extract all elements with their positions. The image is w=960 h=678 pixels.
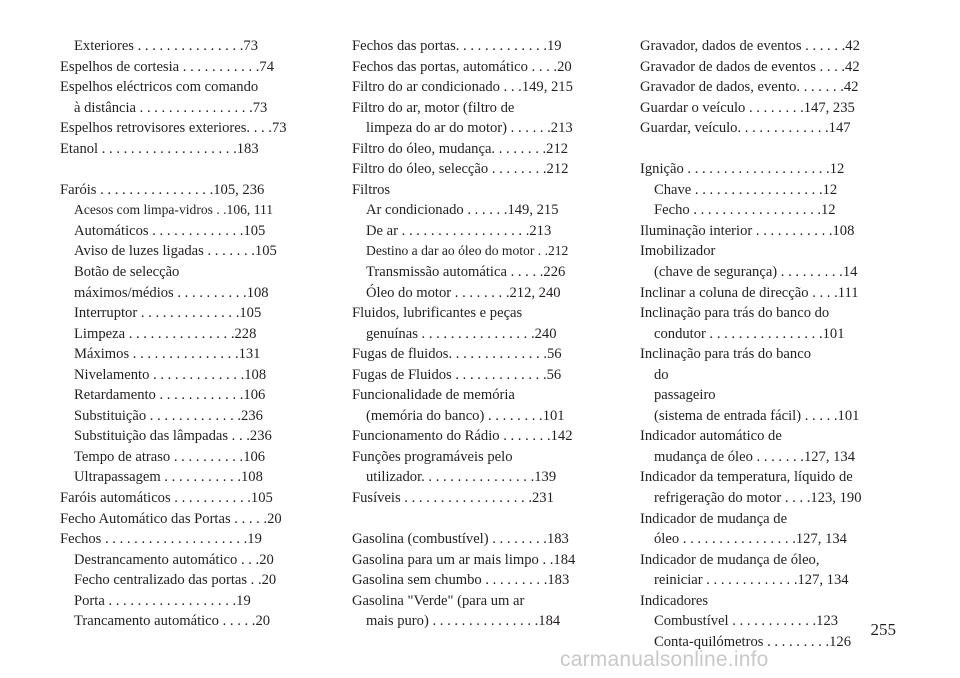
index-entry: Porta . . . . . . . . . . . . . . . . . .19	[74, 592, 251, 609]
index-column-2	[352, 36, 604, 632]
index-entry: Exteriores . . . . . . . . . . . . . . .73	[74, 38, 259, 54]
index-entry: Funcionalidade de memória	[352, 387, 515, 404]
index-entry: máximos/médios . . . . . . . . . .108	[74, 284, 269, 301]
index-entry: Funcionamento do Rádio . . . . . . .142	[352, 428, 573, 445]
index-entry: Fugas de Fluidos . . . . . . . . . . . . .56	[352, 366, 562, 383]
index-entry: Imobilizador	[640, 243, 716, 260]
section-gap	[640, 139, 892, 160]
index-entry: Faróis automáticos . . . . . . . . . . .105	[60, 490, 273, 507]
index-column-1	[60, 36, 312, 632]
index-entry: Fugas de fluidos. . . . . . . . . . . . . .56	[352, 346, 562, 363]
index-entry: Acesos com limpa-vidros . .106, 111	[74, 202, 274, 218]
index-entry: Etanol . . . . . . . . . . . . . . . . . . .183	[60, 140, 259, 157]
index-entry: Óleo do motor . . . . . . . .212, 240	[366, 284, 561, 301]
index-entry: à distância . . . . . . . . . . . . . . . .73	[74, 99, 268, 116]
section-gap	[60, 159, 312, 180]
index-entry: condutor . . . . . . . . . . . . . . . .101	[654, 325, 845, 342]
index-entry: Interruptor . . . . . . . . . . . . . .105	[74, 305, 262, 322]
index-entry: Gravador de dados de eventos . . . .42	[640, 58, 860, 75]
index-entry: Fechos das portas, automático . . . .20	[352, 58, 572, 75]
index-entry: Fecho centralizado das portas . .20	[74, 572, 277, 589]
index-entry: Filtro do óleo, mudança. . . . . . . .212	[352, 140, 569, 157]
index-entry: Funções programáveis pelo	[352, 448, 513, 465]
index-entry: passageiro	[654, 387, 716, 404]
index-entry: utilizador. . . . . . . . . . . . . . . .139	[366, 469, 557, 486]
index-entry: Guardar o veículo . . . . . . . .147, 235	[640, 99, 855, 116]
index-entry: Gasolina "Verde" (para um ar	[352, 592, 525, 609]
index-entry: Faróis . . . . . . . . . . . . . . . .105, 236	[60, 181, 265, 198]
index-entry: reiniciar . . . . . . . . . . . . .127, 134	[654, 572, 849, 589]
index-entry: (sistema de entrada fácil) . . . . .101	[654, 407, 860, 424]
page-number: 255	[870, 620, 896, 639]
index-column-3	[640, 36, 892, 652]
index-entry: Espelhos de cortesia . . . . . . . . . . .74	[60, 58, 275, 75]
index-entry: Chave . . . . . . . . . . . . . . . . . .12	[654, 181, 838, 198]
index-entry: Fluidos, lubrificantes e peças	[352, 305, 523, 322]
index-entry: limpeza do ar do motor) . . . . . .213	[366, 120, 573, 137]
index-entry: (chave de segurança) . . . . . . . . .14	[654, 264, 858, 281]
index-entry: Ultrapassagem . . . . . . . . . . .108	[74, 469, 263, 486]
index-entry: do	[654, 366, 669, 383]
index-entry: Botão de selecção	[74, 264, 180, 281]
index-entry: Fechos . . . . . . . . . . . . . . . . . . . .19	[60, 531, 262, 548]
index-entry: Conta-quilómetros . . . . . . . . .126	[654, 633, 852, 650]
index-entry: Limpeza . . . . . . . . . . . . . . .228	[74, 325, 257, 342]
index-entry: Tempo de atraso . . . . . . . . . .106	[74, 448, 266, 465]
index-entry: Gravador, dados de eventos . . . . . .42	[640, 38, 860, 54]
index-entry: De ar . . . . . . . . . . . . . . . . . .213	[366, 222, 552, 239]
index-entry: Automáticos . . . . . . . . . . . . .105	[74, 222, 266, 239]
index-entry: Indicador da temperatura, líquido de	[640, 469, 853, 486]
index-entry: óleo . . . . . . . . . . . . . . . .127, 134	[654, 531, 847, 548]
index-entry: Filtros	[352, 181, 391, 198]
index-entry: Filtro do óleo, selecção . . . . . . . .212	[352, 161, 569, 178]
index-entry: Indicador de mudança de	[640, 510, 788, 527]
index-entry: Ignição . . . . . . . . . . . . . . . . . . . .12	[640, 161, 845, 178]
index-entry: Espelhos retrovisores exteriores. . . .73	[60, 120, 287, 137]
index-entry: Inclinação para trás do banco	[640, 346, 811, 363]
index-entry: Fusíveis . . . . . . . . . . . . . . . . . .231	[352, 490, 554, 507]
index-entry: genuínas . . . . . . . . . . . . . . . .240	[366, 325, 557, 342]
watermark: carmanualsonline.info	[560, 648, 769, 671]
index-entry: Nivelamento . . . . . . . . . . . . .108	[74, 366, 267, 383]
index-entry: refrigeração do motor . . . .123, 190	[654, 490, 862, 507]
index-entry: Gasolina para um ar mais limpo . .184	[352, 551, 576, 568]
index-entry: Gravador de dados, evento. . . . . . .42	[640, 79, 859, 96]
index-entry: Destrancamento automático . . .20	[74, 551, 274, 568]
index-entry: Gasolina sem chumbo . . . . . . . . .183	[352, 572, 570, 589]
index-entry: Espelhos eléctricos com comando	[60, 79, 259, 96]
index-entry: Filtro do ar, motor (filtro de	[352, 99, 515, 116]
index-entry: Combustível . . . . . . . . . . . .123	[654, 613, 839, 630]
index-entry: Indicador automático de	[640, 428, 782, 445]
index-entry: Destino a dar ao óleo do motor . .212	[366, 243, 569, 259]
index-entry: Aviso de luzes ligadas . . . . . . .105	[74, 243, 277, 260]
index-entry: Ar condicionado . . . . . .149, 215	[366, 202, 559, 219]
index-entry: Inclinação para trás do banco do	[640, 305, 830, 322]
index-entry: mudança de óleo . . . . . . .127, 134	[654, 448, 856, 465]
index-entry: Indicador de mudança de óleo,	[640, 551, 820, 568]
index-entry: Inclinar a coluna de direcção . . . .111	[640, 284, 859, 301]
index-entry: Guardar, veículo. . . . . . . . . . . . .147	[640, 120, 851, 137]
index-entry: Indicadores	[640, 592, 709, 609]
index-entry: Transmissão automática . . . . .226	[366, 264, 566, 281]
index-entry: Trancamento automático . . . . .20	[74, 613, 271, 630]
index-entry: Máximos . . . . . . . . . . . . . . .131	[74, 346, 261, 363]
index-entry: Fecho Automático das Portas . . . . .20	[60, 510, 282, 527]
index-entry: (memória do banco) . . . . . . . .101	[366, 407, 565, 424]
index-entry: Substituição . . . . . . . . . . . . .236	[74, 407, 263, 424]
index-entry: Filtro do ar condicionado . . .149, 215	[352, 79, 573, 96]
section-gap	[352, 509, 604, 530]
index-entry: Retardamento . . . . . . . . . . . .106	[74, 387, 266, 404]
index-entry: mais puro) . . . . . . . . . . . . . . .184	[366, 613, 561, 630]
index-entry: Fecho . . . . . . . . . . . . . . . . . .12	[654, 202, 836, 219]
index-entry: Substituição das lâmpadas . . .236	[74, 428, 272, 445]
index-entry: Gasolina (combustível) . . . . . . . .183	[352, 531, 569, 548]
index-entry: Fechos das portas. . . . . . . . . . . . .19	[352, 38, 562, 54]
index-entry: Iluminação interior . . . . . . . . . . .108	[640, 222, 855, 239]
